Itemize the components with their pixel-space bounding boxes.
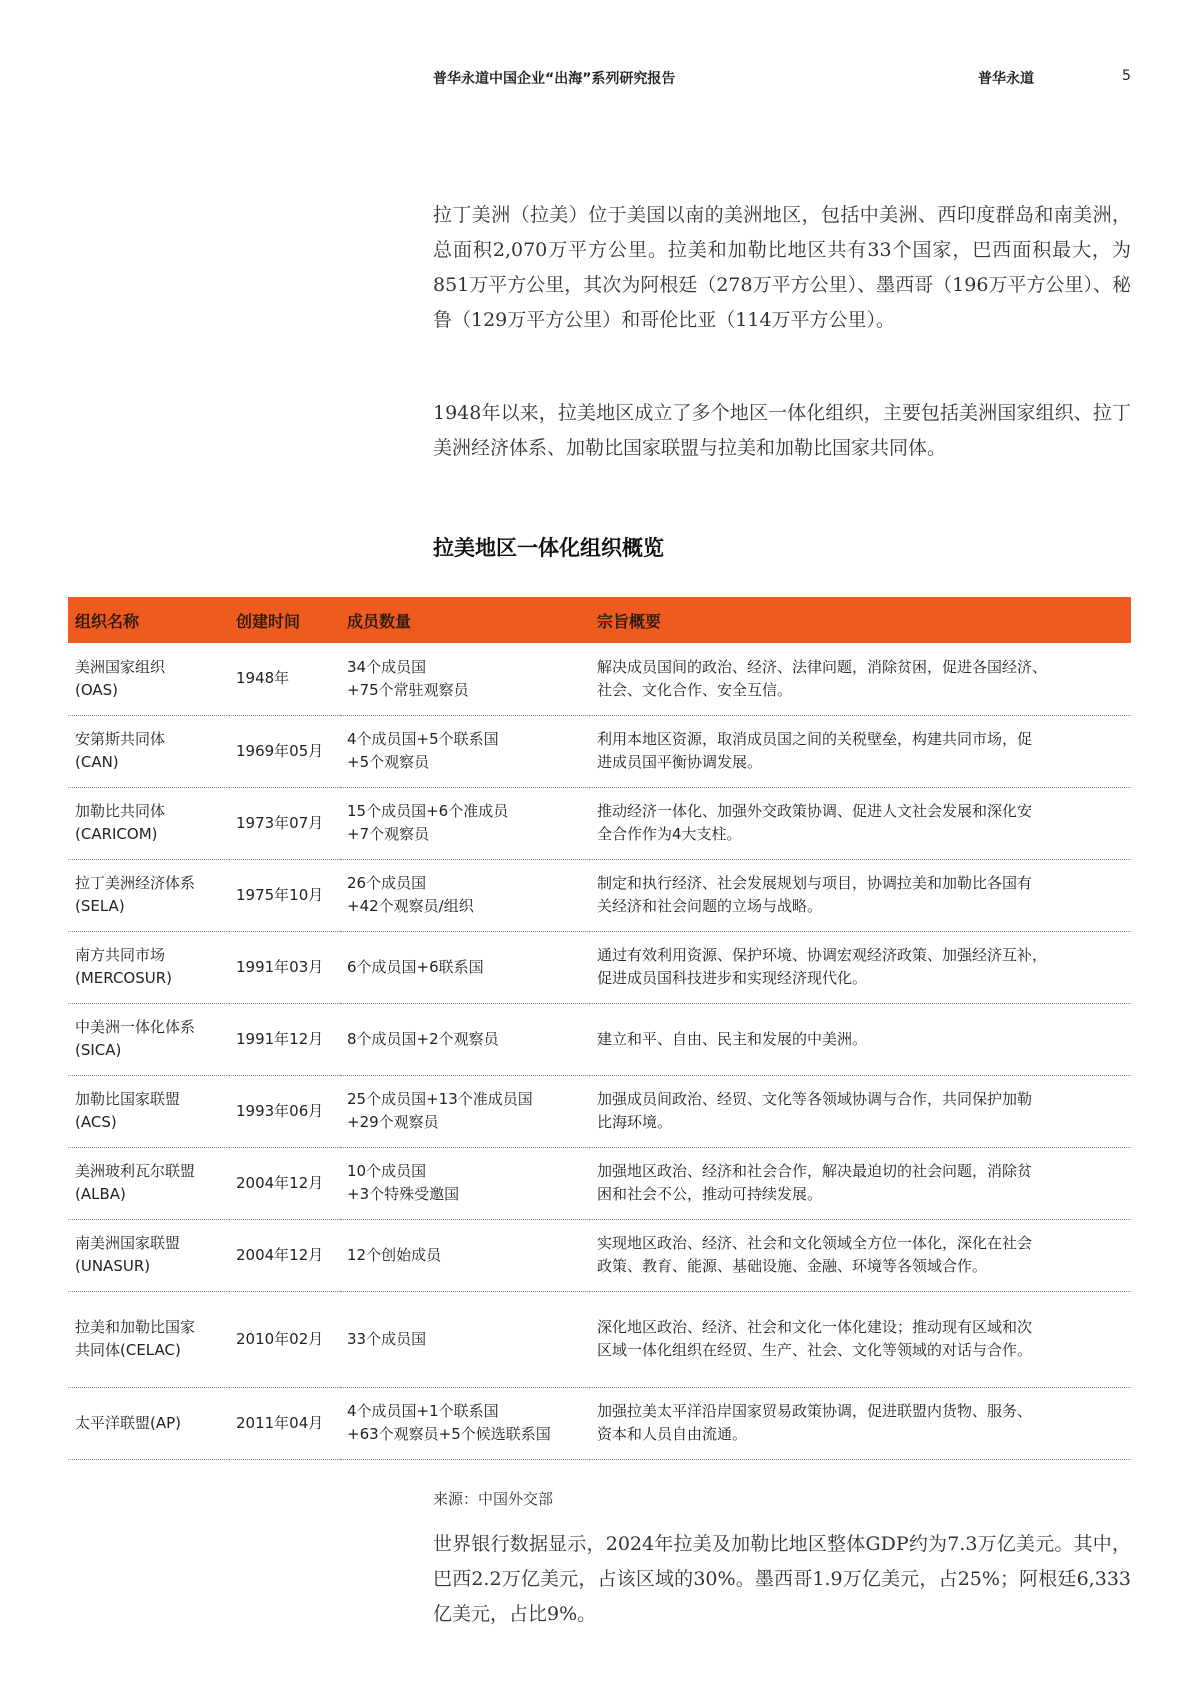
cell-purpose-line: 解决成员国间的政治、经济、法律问题，消除贫困，促进各国经济、 [597,657,1048,676]
cell-org-name-line: 太平洋联盟(AP) [75,1413,182,1432]
cell-founded [229,1147,340,1219]
cell-members-line: +63个观察员+5个候选联系国 [347,1425,551,1443]
cell-founded-line: 2011年04月 [236,1413,324,1432]
cell-members [340,715,590,787]
cell-members [340,1387,590,1459]
cell-org-name-line: (OAS) [75,680,119,699]
table-source: 来源：中国外交部 [433,1490,554,1508]
cell-org-name-line: 加勒比共同体 [75,802,166,820]
header-members: 成员数量 [340,597,590,643]
cell-members-line: 12个创始成员 [347,1245,442,1264]
cell-members-line: +29个观察员 [347,1113,439,1131]
table-row [68,1387,1131,1459]
cell-members-line: 4个成员国+5个联系国 [347,730,499,748]
cell-org-name-line: (CARICOM) [75,825,158,843]
organizations-table [68,597,1131,1460]
cell-purpose [590,715,1131,787]
table-row [68,1075,1131,1147]
cell-purpose [590,1387,1131,1459]
cell-org-name-line: 拉丁美洲经济体系 [75,874,196,892]
cell-founded-line: 2004年12月 [236,1173,324,1192]
cell-org-name [68,1387,229,1459]
cell-members-line: +5个观察员 [347,753,430,771]
paragraph-intro: 拉丁美洲（拉美）位于美国以南的美洲地区，包括中美洲、西印度群岛和南美洲，总面积2,070万平方公里。拉美和加勒比地区共有33个国家，巴西面积最大，为851万平方公里，其次为阿根廷（278万平方公里）、墨西哥（196万平方公里）、秘鲁（129万平方公里）和哥伦比亚（114万平方公里）。 [433,204,1131,331]
cell-members-line: 26个成员国 [347,874,427,892]
cell-org-name [68,1075,229,1147]
cell-org-name-line: 拉美和加勒比国家 [75,1318,196,1336]
table-row [68,787,1131,859]
cell-org-name-line: 加勒比国家联盟 [75,1090,181,1108]
table-row [68,643,1131,715]
table-row [68,1219,1131,1291]
cell-org-name-line: (ALBA) [75,1185,126,1203]
table-row [68,715,1131,787]
cell-org-name [68,787,229,859]
cell-purpose-line: 实现地区政治、经济、社会和文化领域全方位一体化，深化在社会 [597,1234,1033,1252]
cell-founded [229,643,340,715]
cell-org-name-line: (SICA) [75,1041,122,1059]
cell-members [340,1147,590,1219]
cell-purpose-line: 制定和执行经济、社会发展规划与项目，协调拉美和加勒比各国有 [597,874,1033,892]
report-title: 普华永道中国企业“出海”系列研究报告 [433,71,676,87]
cell-org-name-line: 美洲国家组织 [75,657,166,676]
cell-org-name [68,643,229,715]
cell-members-line: +7个观察员 [347,825,430,843]
cell-members-line: +42个观察员/组织 [347,897,474,915]
cell-members-line: +3个特殊受邀国 [347,1185,460,1203]
cell-org-name [68,859,229,931]
cell-founded-line: 1991年03月 [236,957,324,976]
cell-purpose [590,1291,1131,1387]
cell-purpose-line: 加强拉美太平洋沿岸国家贸易政策协调，促进联盟内货物、服务、 [597,1402,1033,1420]
cell-members [340,787,590,859]
cell-founded [229,715,340,787]
cell-purpose-line: 促进成员国科技进步和实现经济现代化。 [597,969,868,987]
cell-purpose [590,931,1131,1003]
table-title: 拉美地区一体化组织概览 [433,536,664,560]
cell-purpose-line: 社会、文化合作、安全互信。 [597,680,793,699]
cell-members [340,1219,590,1291]
table-header-row [68,597,1131,643]
cell-org-name-line: (UNASUR) [75,1257,151,1275]
cell-purpose-line: 加强成员间政治、经贸、文化等各领域协调与合作，共同保护加勒 [597,1090,1033,1108]
cell-purpose [590,859,1131,931]
table-row [68,931,1131,1003]
cell-members [340,1003,590,1075]
cell-org-name-line: (SELA) [75,897,125,915]
table-row [68,859,1131,931]
cell-purpose-line: 加强地区政治、经济和社会合作，解决最迫切的社会问题，消除贫 [597,1162,1033,1180]
cell-purpose-line: 进成员国平衡协调发展。 [597,753,763,771]
page-header [0,68,1200,92]
cell-org-name [68,715,229,787]
cell-purpose [590,1003,1131,1075]
cell-founded-line: 1991年12月 [236,1029,324,1048]
cell-members-line: 15个成员国+6个准成员 [347,802,509,820]
cell-purpose-line: 比海环境。 [597,1113,673,1131]
cell-members [340,1291,590,1387]
cell-members [340,859,590,931]
cell-founded-line: 1975年10月 [236,885,324,904]
cell-members-line: 25个成员国+13个准成员国 [347,1090,533,1108]
table-body [68,643,1131,1459]
cell-purpose-line: 政策、教育、能源、基础设施、金融、环境等各领域合作。 [597,1257,988,1275]
cell-purpose-line: 全合作作为4大支柱。 [597,825,742,843]
table-row [68,1291,1131,1387]
cell-founded-line: 1969年05月 [236,741,324,760]
paragraph-gdp: 世界银行数据显示，2024年拉美及加勒比地区整体GDP约为7.3万亿美元。其中，巴西2.2万亿美元，占该区域的30%。墨西哥1.9万亿美元，占25%；阿根廷6,333亿美元，占比9%。 [433,1533,1131,1625]
cell-org-name-line: 共同体(CELAC) [75,1341,181,1359]
cell-founded-line: 2004年12月 [236,1245,324,1264]
cell-members-line: 33个成员国 [347,1329,427,1348]
cell-purpose [590,1147,1131,1219]
cell-founded [229,787,340,859]
cell-org-name-line: 美洲玻利瓦尔联盟 [75,1162,196,1180]
header-purpose: 宗旨概要 [590,597,1131,643]
cell-purpose-line: 资本和人员自由流通。 [597,1425,748,1443]
cell-org-name-line: 南美洲国家联盟 [75,1234,181,1252]
table-row [68,1003,1131,1075]
cell-founded [229,1387,340,1459]
cell-members-line: 4个成员国+1个联系国 [347,1402,499,1420]
paragraph-organizations: 1948年以来，拉美地区成立了多个地区一体化组织，主要包括美洲国家组织、拉丁美洲经济体系、加勒比国家联盟与拉美和加勒比国家共同体。 [433,402,1131,459]
cell-founded-line: 1948年 [236,669,290,688]
cell-purpose-line: 建立和平、自由、民主和发展的中美洲。 [597,1029,868,1048]
cell-founded-line: 1993年06月 [236,1101,324,1120]
cell-org-name-line: 中美洲一体化体系 [75,1018,196,1036]
cell-org-name-line: (MERCOSUR) [75,969,173,987]
cell-founded-line: 2010年02月 [236,1329,324,1348]
brand-name: 普华永道 [978,71,1034,87]
cell-purpose-line: 推动经济一体化、加强外交政策协调、促进人文社会发展和深化安 [597,802,1033,820]
cell-org-name-line: 南方共同市场 [75,946,166,964]
cell-org-name [68,1219,229,1291]
cell-purpose-line: 困和社会不公，推动可持续发展。 [597,1185,823,1203]
cell-founded [229,931,340,1003]
page-number: 5 [1122,68,1131,84]
cell-founded-line: 1973年07月 [236,813,324,832]
cell-purpose [590,643,1131,715]
cell-org-name-line: 安第斯共同体 [75,730,166,748]
cell-org-name [68,1147,229,1219]
cell-org-name-line: (ACS) [75,1113,117,1131]
cell-purpose [590,1219,1131,1291]
cell-org-name [68,1003,229,1075]
cell-purpose-line: 区域一体化组织在经贸、生产、社会、文化等领域的对话与合作。 [597,1341,1033,1359]
cell-members [340,643,590,715]
cell-org-name [68,1291,229,1387]
cell-members [340,1075,590,1147]
cell-purpose-line: 关经济和社会问题的立场与战略。 [597,897,823,915]
cell-purpose [590,1075,1131,1147]
table-row [68,1147,1131,1219]
cell-members-line: 8个成员国+2个观察员 [347,1029,499,1048]
header-date: 创建时间 [229,597,340,643]
cell-org-name [68,931,229,1003]
cell-founded [229,1003,340,1075]
cell-founded [229,1291,340,1387]
cell-members-line: +75个常驻观察员 [347,680,469,699]
cell-org-name-line: (CAN) [75,753,119,771]
cell-members-line: 6个成员国+6联系国 [347,957,484,976]
cell-founded [229,859,340,931]
cell-purpose [590,787,1131,859]
header-name: 组织名称 [68,597,229,643]
cell-founded [229,1075,340,1147]
cell-members [340,931,590,1003]
cell-members-line: 10个成员国 [347,1162,427,1180]
cell-purpose-line: 深化地区政治、经济、社会和文化一体化建设；推动现有区域和次 [597,1318,1033,1336]
cell-purpose-line: 利用本地区资源，取消成员国之间的关税壁垒，构建共同市场，促 [597,730,1033,748]
cell-members-line: 34个成员国 [347,657,427,676]
cell-founded [229,1219,340,1291]
cell-purpose-line: 通过有效利用资源、保护环境、协调宏观经济政策、加强经济互补， [597,946,1048,964]
